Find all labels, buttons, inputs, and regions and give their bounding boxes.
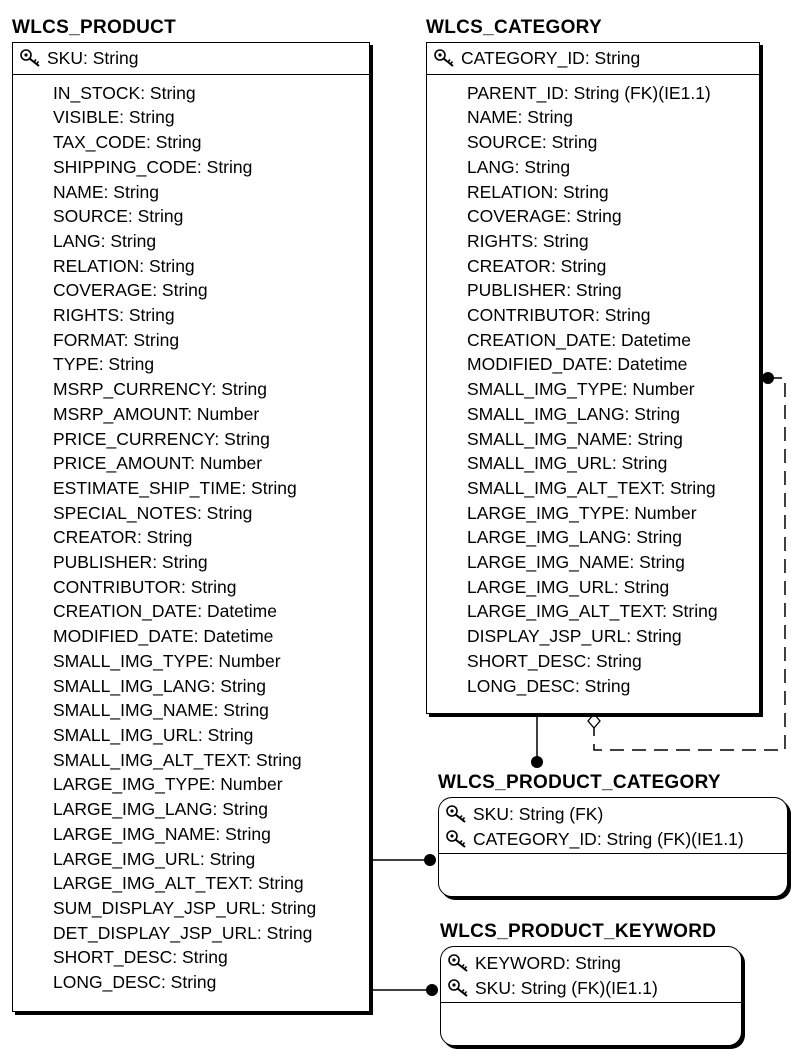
- entity-product-category: [438, 797, 788, 897]
- attribute-row: CONTRIBUTOR: String: [467, 305, 651, 326]
- attribute-row: RIGHTS: String: [53, 305, 175, 326]
- primary-key-row: [445, 827, 787, 852]
- attribute-row: CREATOR: String: [53, 527, 193, 548]
- attribute-row: SMALL_IMG_ALT_TEXT: String: [467, 477, 716, 498]
- rel-product-product-keyword-end: [426, 984, 438, 996]
- attribute-row: ESTIMATE_SHIP_TIME: String: [53, 477, 297, 498]
- attribute-row: SMALL_IMG_ALT_TEXT: String: [53, 749, 302, 770]
- attribute-row: SMALL_IMG_NAME: String: [53, 700, 269, 721]
- attribute-row: SHORT_DESC: String: [467, 650, 642, 671]
- primary-key-row: [445, 802, 787, 827]
- category-key-area: [427, 43, 759, 75]
- attribute-row: MODIFIED_DATE: Datetime: [467, 354, 688, 375]
- primary-key-row: [19, 46, 369, 71]
- entity-title-product-keyword: WLCS_PRODUCT_KEYWORD: [440, 921, 717, 942]
- attribute-row: LONG_DESC: String: [467, 675, 631, 696]
- rel-category-self-end: [762, 372, 774, 384]
- attribute-row: PARENT_ID: String (FK)(IE1.1): [467, 82, 711, 103]
- attribute-row: SMALL_IMG_URL: String: [467, 453, 668, 474]
- attribute-row: SOURCE: String: [53, 206, 184, 227]
- attribute-row: LARGE_IMG_URL: String: [53, 848, 256, 869]
- attribute-row: VISIBLE: String: [53, 107, 175, 128]
- key-icon: [445, 804, 469, 824]
- primary-key-label: KEYWORD: String: [475, 953, 621, 973]
- attribute-row: NAME: String: [53, 181, 159, 202]
- attribute-row: LARGE_IMG_LANG: String: [467, 527, 682, 548]
- attribute-row: CONTRIBUTOR: String: [53, 576, 237, 597]
- rel-category-self-diamond: [588, 714, 600, 728]
- attribute-row: NAME: String: [467, 107, 573, 128]
- attribute-row: LANG: String: [467, 156, 571, 177]
- attribute-row: SMALL_IMG_LANG: String: [467, 403, 680, 424]
- attribute-row: CREATION_DATE: Datetime: [53, 601, 277, 622]
- attribute-row: SMALL_IMG_NAME: String: [467, 428, 683, 449]
- primary-key-row: [433, 46, 759, 71]
- attribute-row: SMALL_IMG_TYPE: Number: [53, 650, 281, 671]
- primary-key-label: SKU: String: [47, 48, 139, 68]
- attribute-row: PRICE_AMOUNT: Number: [53, 453, 263, 474]
- primary-key-label: CATEGORY_ID: String: [461, 48, 641, 68]
- attribute-row: MSRP_CURRENCY: String: [53, 379, 267, 400]
- attribute-row: PRICE_CURRENCY: String: [53, 428, 270, 449]
- attribute-row: LARGE_IMG_NAME: String: [467, 552, 685, 573]
- attribute-row: RIGHTS: String: [467, 230, 589, 251]
- attribute-row: LANG: String: [53, 230, 157, 251]
- key-icon: [19, 48, 43, 68]
- attribute-row: LARGE_IMG_ALT_TEXT: String: [53, 873, 304, 894]
- attribute-row: DISPLAY_JSP_URL: String: [467, 626, 682, 647]
- key-icon: [445, 829, 469, 849]
- product-keyword-key-area: [441, 947, 741, 1003]
- attribute-row: COVERAGE: String: [53, 280, 208, 301]
- attribute-row: RELATION: String: [53, 255, 195, 276]
- attribute-row: SHORT_DESC: String: [53, 947, 228, 968]
- key-icon: [447, 978, 471, 998]
- primary-key-row: [447, 951, 741, 976]
- attribute-row: LARGE_IMG_NAME: String: [53, 823, 271, 844]
- rel-category-product-category-end: [531, 756, 543, 768]
- entity-product: [12, 42, 370, 1012]
- category-attribute-list: [427, 75, 759, 699]
- attribute-row: IN_STOCK: String: [53, 82, 196, 103]
- attribute-row: RELATION: String: [467, 181, 609, 202]
- key-icon: [433, 48, 457, 68]
- attribute-row: SMALL_IMG_TYPE: Number: [467, 379, 695, 400]
- attribute-row: COVERAGE: String: [467, 206, 622, 227]
- product-attribute-list: [13, 75, 369, 995]
- primary-key-row: [447, 976, 741, 1001]
- attribute-row: CREATION_DATE: Datetime: [467, 329, 691, 350]
- attribute-row: LONG_DESC: String: [53, 972, 217, 993]
- primary-key-label: SKU: String (FK): [473, 804, 604, 824]
- entity-category: [426, 42, 760, 714]
- product-category-key-area: [439, 798, 787, 854]
- product-key-area: [13, 43, 369, 75]
- attribute-row: LARGE_IMG_TYPE: Number: [467, 502, 697, 523]
- primary-key-label: CATEGORY_ID: String (FK)(IE1.1): [473, 828, 744, 849]
- attribute-row: SOURCE: String: [467, 132, 598, 153]
- attribute-row: PUBLISHER: String: [53, 552, 208, 573]
- rel-product-product-category-end: [424, 854, 436, 866]
- key-icon: [447, 953, 471, 973]
- attribute-row: SPECIAL_NOTES: String: [53, 502, 253, 523]
- attribute-row: TYPE: String: [53, 354, 155, 375]
- attribute-row: MODIFIED_DATE: Datetime: [53, 626, 274, 647]
- entity-title-product-category: WLCS_PRODUCT_CATEGORY: [438, 772, 721, 793]
- attribute-row: SUM_DISPLAY_JSP_URL: String: [53, 897, 317, 918]
- attribute-row: LARGE_IMG_TYPE: Number: [53, 774, 283, 795]
- attribute-row: LARGE_IMG_LANG: String: [53, 799, 268, 820]
- attribute-row: MSRP_AMOUNT: Number: [53, 403, 260, 424]
- attribute-row: LARGE_IMG_URL: String: [467, 576, 670, 597]
- attribute-row: TAX_CODE: String: [53, 132, 202, 153]
- entity-title-category: WLCS_CATEGORY: [426, 17, 602, 38]
- attribute-row: SHIPPING_CODE: String: [53, 156, 253, 177]
- attribute-row: FORMAT: String: [53, 329, 180, 350]
- attribute-row: LARGE_IMG_ALT_TEXT: String: [467, 601, 718, 622]
- attribute-row: DET_DISPLAY_JSP_URL: String: [53, 922, 313, 943]
- attribute-row: PUBLISHER: String: [467, 280, 622, 301]
- primary-key-label: SKU: String (FK)(IE1.1): [475, 977, 658, 998]
- entity-title-product: WLCS_PRODUCT: [12, 17, 177, 38]
- entity-product-keyword: [440, 946, 742, 1046]
- attribute-row: SMALL_IMG_URL: String: [53, 724, 254, 745]
- attribute-row: CREATOR: String: [467, 255, 607, 276]
- attribute-row: SMALL_IMG_LANG: String: [53, 675, 266, 696]
